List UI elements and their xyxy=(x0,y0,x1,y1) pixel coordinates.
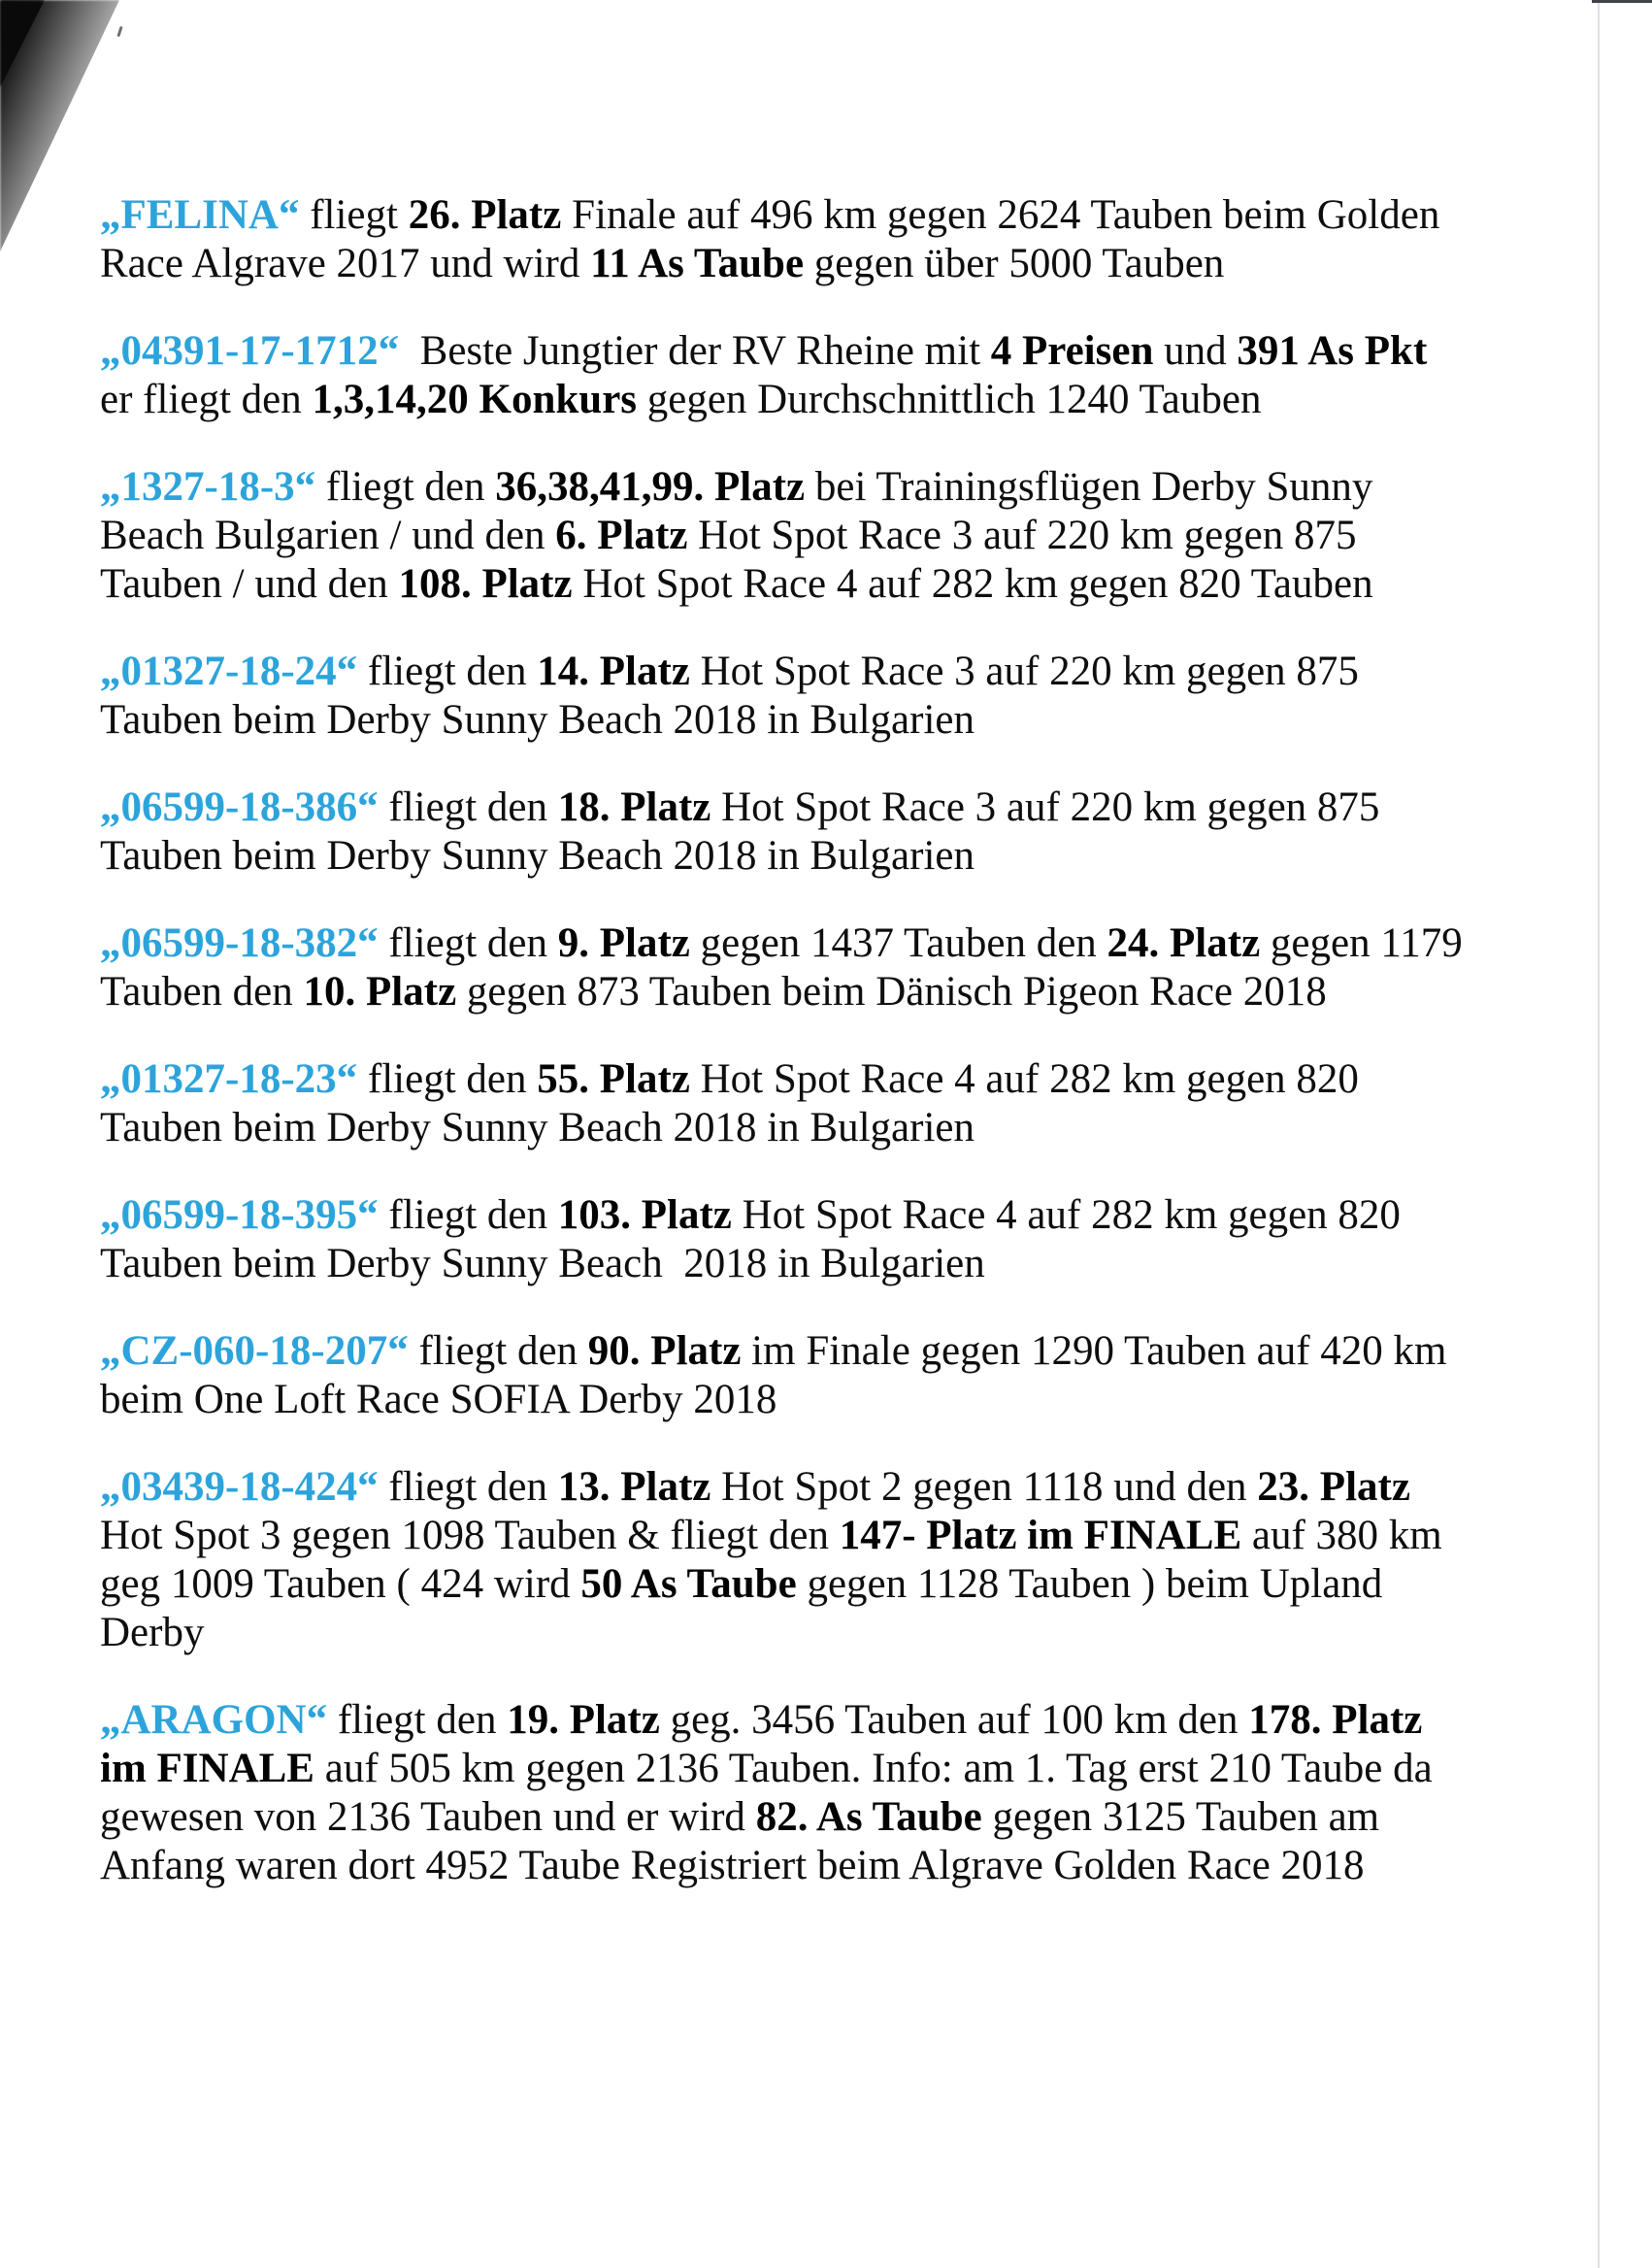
body-text: auf 380 km geg 1009 Tauben ( 424 wird xyxy=(100,1513,1453,1607)
body-text: fliegt den xyxy=(357,1056,538,1102)
body-text: fliegt den xyxy=(315,464,496,510)
body-text: gegen 1179 Tauben den xyxy=(100,920,1472,1015)
body-text: Hot Spot Race 3 auf 220 km gegen 875 Tauben beim Derby Sunny Beach 2018 in Bulgarien xyxy=(100,649,1369,743)
body-text: Hot Spot Race 3 auf 220 km gegen 875 Tauben beim Derby Sunny Beach 2018 in Bulgarien xyxy=(100,784,1390,879)
ring-number: „FELINA“ xyxy=(100,192,300,238)
highlight-text: 24. Platz xyxy=(1107,920,1261,966)
paragraph xyxy=(100,1327,1468,1424)
paragraph xyxy=(100,1463,1468,1657)
highlight-text: 9. Platz xyxy=(557,920,690,966)
highlight-text: 13. Platz xyxy=(557,1464,711,1510)
highlight-text: 26. Platz xyxy=(408,192,562,238)
body-text: gegen 3125 Tauben am Anfang waren dort 4952 Taube Registriert beim Algrave Golden Race 2018 xyxy=(100,1794,1388,1888)
highlight-text: 82. As Taube xyxy=(755,1794,982,1840)
body-text: Hot Spot 2 gegen 1118 und den xyxy=(710,1464,1258,1510)
body-text: im Finale gegen 1290 Tauben auf 420 km beim One Loft Race SOFIA Derby 2018 xyxy=(100,1328,1458,1422)
highlight-text: 90. Platz xyxy=(587,1328,742,1374)
highlight-text: 178. Platz im FINALE xyxy=(100,1697,1434,1791)
highlight-text: 50 As Taube xyxy=(580,1561,797,1607)
paragraph xyxy=(100,463,1468,609)
body-text: gegen 1437 Tauben den xyxy=(689,920,1107,966)
body-text: gegen 1128 Tauben ) beim Upland Derby xyxy=(100,1561,1394,1655)
body-text: bei Trainingsflügen Derby Sunny Beach Bulgarien / und den xyxy=(100,464,1384,558)
highlight-text: 103. Platz xyxy=(557,1192,732,1238)
paragraph xyxy=(100,1055,1468,1152)
body-text: geg. 3456 Tauben auf 100 km den xyxy=(659,1697,1249,1743)
body-text: Hot Spot Race 3 auf 220 km gegen 875 Tauben / und den xyxy=(100,513,1367,607)
highlight-text: 6. Platz xyxy=(555,513,688,558)
ring-number: „01327-18-24“ xyxy=(100,649,358,694)
highlight-text: 10. Platz xyxy=(303,969,457,1015)
body-text: fliegt den xyxy=(378,784,558,830)
ring-number: „CZ-060-18-207“ xyxy=(100,1328,409,1374)
body-text: Hot Spot Race 4 auf 282 km gegen 820 Tauben xyxy=(572,561,1373,607)
paragraph xyxy=(100,327,1468,424)
body-text: fliegt xyxy=(299,192,409,238)
body-text: fliegt den xyxy=(378,1192,558,1238)
highlight-text: 36,38,41,99. Platz xyxy=(495,464,806,510)
highlight-text: 1,3,14,20 Konkurs xyxy=(312,377,638,422)
body-text: fliegt den xyxy=(378,1464,558,1510)
highlight-text: 14. Platz xyxy=(537,649,690,694)
highlight-text: 18. Platz xyxy=(557,784,711,830)
highlight-text: 4 Preisen xyxy=(990,328,1154,374)
paragraph xyxy=(100,1191,1468,1288)
ring-number: „06599-18-382“ xyxy=(100,920,379,966)
highlight-text: 55. Platz xyxy=(537,1056,690,1102)
paragraph xyxy=(100,784,1468,881)
body-text: auf 505 km gegen 2136 Tauben. Info: am 1. Tag erst 210 Taube da gewesen von 2136 Tauben und er wird xyxy=(100,1746,1443,1840)
body-text: er fliegt den xyxy=(100,328,1438,422)
paragraph xyxy=(100,648,1468,745)
ring-number: „01327-18-23“ xyxy=(100,1056,358,1102)
body-text: fliegt den xyxy=(357,649,538,694)
body-text: Hot Spot Race 4 auf 282 km gegen 820 Tauben beim Derby Sunny Beach 2018 in Bulgarien xyxy=(100,1192,1410,1286)
highlight-text: 19. Platz xyxy=(507,1697,660,1743)
body-text: gegen über 5000 Tauben xyxy=(804,241,1225,286)
ring-number: „06599-18-395“ xyxy=(100,1192,379,1238)
highlight-text: 11 As Taube xyxy=(590,241,805,286)
body-text: gegen 873 Tauben beim Dänisch Pigeon Race 2018 xyxy=(456,969,1327,1015)
body-text: und xyxy=(1153,328,1238,374)
body-text: Hot Spot Race 4 auf 282 km gegen 820 Tauben beim Derby Sunny Beach 2018 in Bulgarien xyxy=(100,1056,1369,1151)
ring-number: „ARAGON“ xyxy=(100,1697,328,1743)
ring-number: „06599-18-386“ xyxy=(100,784,379,830)
ring-number: „1327-18-3“ xyxy=(100,464,316,510)
body-text: gegen Durchschnittlich 1240 Tauben xyxy=(637,377,1262,422)
ring-number: „03439-18-424“ xyxy=(100,1464,379,1510)
body-text: fliegt den xyxy=(408,1328,588,1374)
body-text: Finale auf 496 km gegen 2624 Tauben beim Golden Race Algrave 2017 und wird xyxy=(100,192,1451,286)
ring-number: „04391-17-1712“ xyxy=(100,328,400,374)
body-text: Beste Jungtier der RV Rheine mit xyxy=(399,328,991,374)
body-text: fliegt den xyxy=(378,920,558,966)
paragraph xyxy=(100,919,1472,1017)
highlight-text: 147- Platz im FINALE xyxy=(839,1513,1242,1558)
body-text: Hot Spot 3 gegen 1098 Tauben & fliegt den xyxy=(100,1464,1421,1558)
body-text: fliegt den xyxy=(327,1697,508,1743)
paragraph xyxy=(100,1696,1468,1890)
highlight-text: 23. Platz xyxy=(1257,1464,1410,1510)
highlight-text: 391 As Pkt xyxy=(1237,328,1428,374)
paragraph xyxy=(100,191,1468,288)
highlight-text: 108. Platz xyxy=(398,561,573,607)
